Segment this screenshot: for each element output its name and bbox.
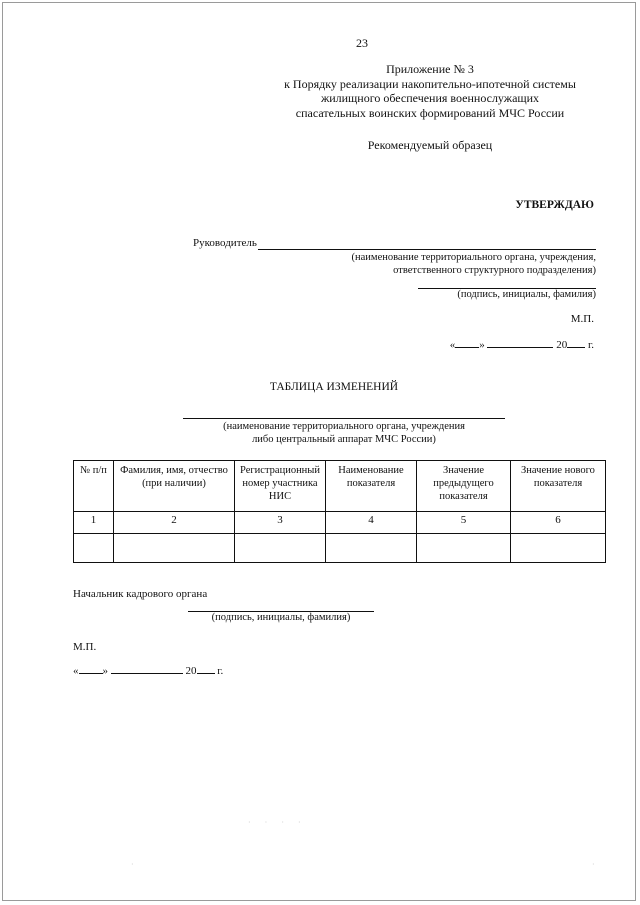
table-empty-cell[interactable] (114, 534, 235, 563)
table-header-cell: Значение нового показателя (511, 461, 606, 512)
approval-heading: УТВЕРЖДАЮ (515, 199, 594, 211)
table-number-cell: 6 (511, 512, 606, 534)
head-fill-line[interactable] (258, 249, 596, 250)
hr-head-label: Начальник кадрового органа (73, 588, 208, 600)
scan-speckle: · (131, 860, 134, 869)
date-day-field[interactable] (455, 337, 479, 348)
approval-date (450, 337, 594, 351)
date-month-field[interactable] (111, 663, 183, 674)
date-close-quote: » (102, 665, 108, 677)
date-open-quote: « (73, 665, 79, 677)
table-number-cell: 4 (326, 512, 417, 534)
table-header-cell: Значение предыдущего показателя (417, 461, 511, 512)
table-number-cell: 5 (417, 512, 511, 534)
date-year-field[interactable] (567, 337, 585, 348)
table-row (74, 534, 606, 563)
sample-note: Рекомендуемый образец (367, 138, 493, 152)
head-caption-line: (наименование территориального органа, учреждения, (351, 252, 596, 263)
date-month-field[interactable] (487, 337, 553, 348)
table-number-cell: 3 (235, 512, 326, 534)
table-empty-cell[interactable] (326, 534, 417, 563)
table-header-cell: Наименование показателя (326, 461, 417, 512)
footer-stamp-mark: М.П. (73, 641, 97, 653)
date-close-quote: » (479, 339, 485, 351)
date-year-prefix: 20 (185, 665, 197, 677)
table-header-cell: Фамилия, имя, отчество (при наличии) (114, 461, 235, 512)
hr-signature-caption: (подпись, инициалы, фамилия) (211, 612, 351, 623)
page-border (2, 2, 636, 901)
table-title (0, 381, 640, 393)
table-empty-cell[interactable] (511, 534, 606, 563)
annex-line: к Порядку реализации накопительно-ипотечной системы (284, 76, 576, 91)
page-number: 23 (356, 36, 368, 50)
date-year-suffix: г. (217, 665, 224, 677)
date-year-field[interactable] (197, 663, 215, 674)
date-year-suffix: г. (587, 339, 594, 351)
table-number-cell: 2 (114, 512, 235, 534)
head-caption-line: ответственного структурного подразделения) (393, 265, 596, 276)
date-day-field[interactable] (79, 663, 103, 674)
approval-signature-caption: (подпись, инициалы, фамилия) (457, 289, 596, 300)
scan-speckles: · · · · (248, 818, 307, 827)
changes-table (73, 460, 606, 563)
date-open-quote: « (449, 339, 456, 351)
footer-date (73, 663, 223, 677)
org-fill-line[interactable] (183, 418, 505, 419)
table-number-cell: 1 (74, 512, 114, 534)
table-empty-cell[interactable] (417, 534, 511, 563)
annex-heading (240, 62, 620, 120)
annex-line: Приложение № 3 (386, 62, 474, 76)
annex-line: жилищного обеспечения военнослужащих (320, 91, 540, 105)
head-caption (300, 251, 596, 277)
scan-speckle: · (592, 860, 595, 869)
table-header-row (74, 461, 606, 512)
table-empty-cell[interactable] (74, 534, 114, 563)
head-label: Руководитель (193, 237, 257, 249)
org-caption (183, 420, 505, 446)
date-year-prefix: 20 (556, 339, 568, 351)
table-header-cell: Регистрационный номер участника НИС (235, 461, 326, 512)
table-number-row (74, 512, 606, 534)
table-empty-cell[interactable] (235, 534, 326, 563)
org-caption-line: либо центральный аппарат МЧС России) (252, 434, 436, 445)
approval-stamp-mark: М.П. (570, 313, 594, 325)
table-title-text: ТАБЛИЦА ИЗМЕНЕНИЙ (269, 381, 399, 393)
table-header-cell: № п/п (74, 461, 114, 512)
annex-line: спасательных воинских формирований МЧС России (295, 105, 565, 120)
org-caption-line: (наименование территориального органа, учреждения (223, 421, 465, 432)
